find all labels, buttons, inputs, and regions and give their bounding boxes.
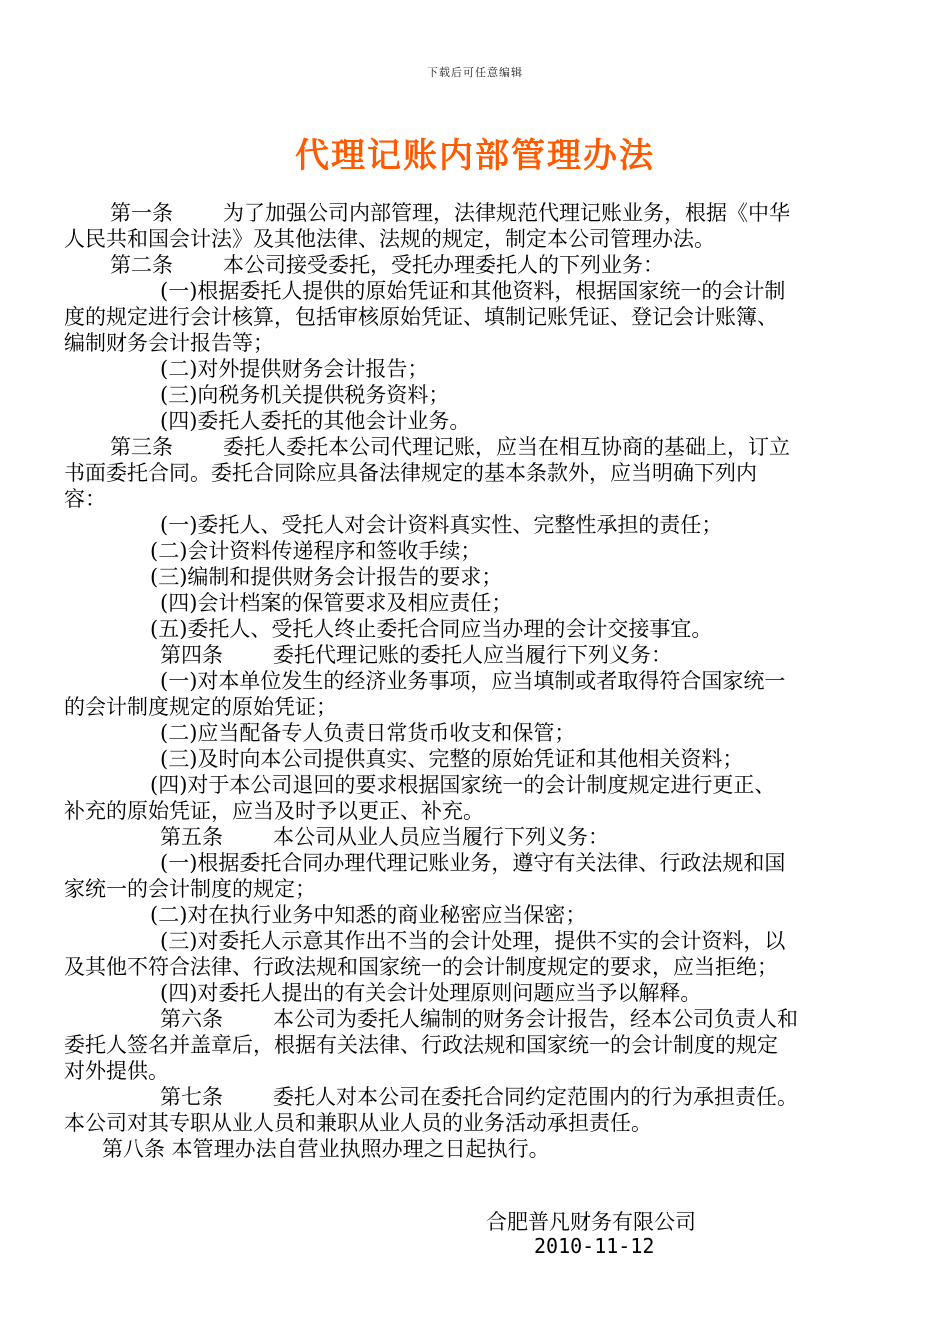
article-2-item-3: (三)向税务机关提供税务资料； — [160, 383, 450, 407]
article-8-line-1: 第八条 本管理办法自营业执照办理之日起执行。 — [102, 1137, 550, 1161]
article-4-item-4-cont: 补充的原始凭证，应当及时予以更正、补充。 — [64, 799, 484, 823]
article-5-label: 第五条 — [160, 825, 223, 849]
article-3-item-3: (三)编制和提供财务会计报告的要求； — [150, 565, 503, 589]
article-4-item-1-cont: 的会计制度规定的原始凭证； — [64, 695, 337, 719]
article-7-line-1 — [160, 1084, 798, 1110]
article-1-label: 第一条 — [110, 201, 173, 225]
article-3-line-2: 书面委托合同。委托合同除应具备法律规定的基本条款外，应当明确下列内 — [64, 461, 757, 485]
article-3-line-3: 容： — [64, 487, 106, 511]
article-4-line-1 — [160, 642, 672, 668]
article-3-item-2: (二)会计资料传递程序和签收手续； — [150, 539, 482, 563]
header-note: 下载后可任意编辑 — [427, 66, 523, 79]
article-5-item-1: (一)根据委托合同办理代理记账业务，遵守有关法律、行政法规和国 — [160, 851, 786, 875]
article-1-line-1 — [110, 200, 790, 226]
article-4-item-2: (二)应当配备专人负责日常货币收支和保管； — [160, 721, 576, 745]
article-5-item-3-cont: 及其他不符合法律、行政法规和国家统一的会计制度规定的要求，应当拒绝； — [64, 955, 778, 979]
article-2-item-4: (四)委托人委托的其他会计业务。 — [160, 409, 471, 433]
article-6-line-2: 委托人签名并盖章后，根据有关法律、行政法规和国家统一的会计制度的规定 — [64, 1033, 778, 1057]
article-7-line-2: 本公司对其专职从业人员和兼职从业人员的业务活动承担责任。 — [64, 1111, 652, 1135]
document-title: 代理记账内部管理办法 — [295, 136, 655, 176]
article-2-item-2: (二)对外提供财务会计报告； — [160, 357, 429, 381]
article-2-item-1-cont-2: 编制财务会计报告等； — [64, 331, 274, 355]
article-5-item-2: (二)对在执行业务中知悉的商业秘密应当保密； — [150, 903, 587, 927]
article-6-line-3: 对外提供。 — [64, 1059, 169, 1083]
article-3-label: 第三条 — [110, 435, 173, 459]
article-7-text: 委托人对本公司在委托合同约定范围内的行为承担责任。 — [273, 1085, 798, 1109]
article-2-label: 第二条 — [110, 253, 173, 277]
article-6-text: 本公司为委托人编制的财务会计报告，经本公司负责人和 — [273, 1007, 798, 1031]
article-4-item-1: (一)对本单位发生的经济业务事项，应当填制或者取得符合国家统一 — [160, 669, 786, 693]
article-4-label: 第四条 — [160, 643, 223, 667]
signature-date: 2010-11-12 — [534, 1234, 655, 1258]
article-3-item-5: (五)委托人、受托人终止委托合同应当办理的会计交接事宜。 — [150, 617, 713, 641]
article-4-text: 委托代理记账的委托人应当履行下列义务： — [273, 643, 672, 667]
article-2-line-1 — [110, 252, 664, 278]
article-3-text: 委托人委托本公司代理记账，应当在相互协商的基础上，订立 — [223, 435, 790, 459]
article-6-label: 第六条 — [160, 1007, 223, 1031]
signature-company: 合肥普凡财务有限公司 — [486, 1210, 696, 1234]
article-3-line-1 — [110, 434, 790, 460]
article-5-line-1 — [160, 824, 609, 850]
article-1-line-2: 人民共和国会计法》及其他法律、法规的规定，制定本公司管理办法。 — [64, 227, 715, 251]
article-3-item-4: (四)会计档案的保管要求及相应责任； — [160, 591, 513, 615]
article-2-text: 本公司接受委托，受托办理委托人的下列业务： — [223, 253, 664, 277]
article-7-label: 第七条 — [160, 1085, 223, 1109]
article-1-text: 为了加强公司内部管理，法律规范代理记账业务，根据《中华 — [223, 201, 790, 225]
article-2-item-1-cont: 度的规定进行会计核算，包括审核原始凭证、填制记账凭证、登记会计账簿、 — [64, 305, 778, 329]
article-6-line-1 — [160, 1006, 798, 1032]
article-4-item-3: (三)及时向本公司提供真实、完整的原始凭证和其他相关资料； — [160, 747, 744, 771]
article-5-text: 本公司从业人员应当履行下列义务： — [273, 825, 609, 849]
article-5-item-4: (四)对委托人提出的有关会计处理原则问题应当予以解释。 — [160, 981, 702, 1005]
article-4-item-4: (四)对于本公司退回的要求根据国家统一的会计制度规定进行更正、 — [150, 773, 776, 797]
article-5-item-1-cont: 家统一的会计制度的规定； — [64, 877, 316, 901]
article-3-item-1: (一)委托人、受托人对会计资料真实性、完整性承担的责任； — [160, 513, 723, 537]
article-5-item-3: (三)对委托人示意其作出不当的会计处理，提供不实的会计资料，以 — [160, 929, 786, 953]
article-2-item-1: (一)根据委托人提供的原始凭证和其他资料，根据国家统一的会计制 — [160, 279, 786, 303]
